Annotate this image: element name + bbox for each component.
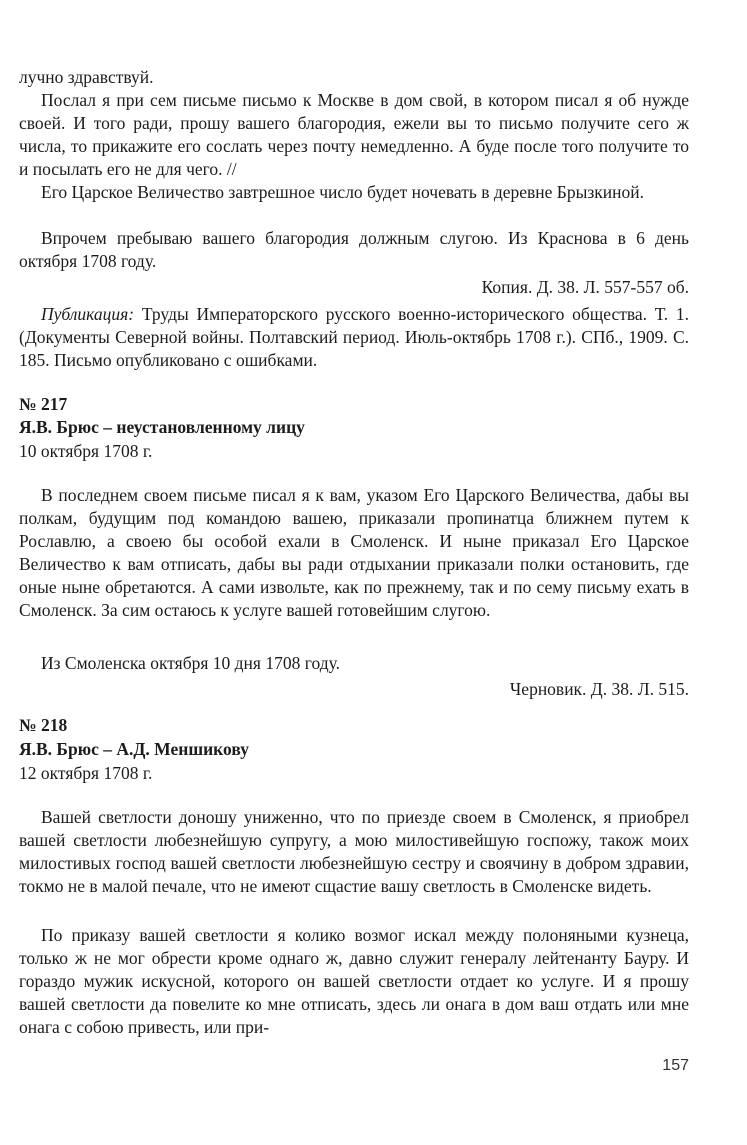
document-date: 10 октября 1708 г. xyxy=(19,441,153,461)
paragraph: Из Смоленска октября 10 дня 1708 году. xyxy=(41,653,340,673)
publication-label: Публикация: xyxy=(41,304,135,324)
paragraph: В последнем своем письме писал я к вам, указом Его Царского Величества, дабы вы полкам, будущим под командою вашею, приказали пропинатца ближнем путем к Рославлю, а своею бы особой ехали в Смоленск. И ныне приказал Его Царское Величество к вам отписать, дабы вы ради отдыхании приказали полки остановить, где оные ныне обретаются. А сами извольте, как по прежнему, так и по сему письму ехать в Смоленск. За сим остаюсь к услуге вашей готовейшим слугою. xyxy=(19,485,689,620)
archive-reference: Копия. Д. 38. Л. 557-557 об. xyxy=(481,277,689,297)
document-number: № 218 xyxy=(19,715,68,735)
document-heading: Я.В. Брюс – А.Д. Меншикову xyxy=(19,739,249,759)
paragraph: Послал я при сем письме письмо к Москве в дом свой, в котором писал я об нужде своей. И того ради, прошу вашего благородия, ежели вы то письмо получите сего ж числа, то прикажите его сослать через почту немедленно. А буде после того получите то и посылать его не для чего. // xyxy=(19,90,689,179)
document-number: № 217 xyxy=(19,394,68,414)
paragraph: Впрочем пребываю вашего благородия должным слугою. Из Краснова в 6 день октября 1708 году. xyxy=(19,228,689,271)
document-heading: Я.В. Брюс – неустановленному лицу xyxy=(19,417,305,437)
publication-text: Труды Императорского русского военно-исторического общества. Т. 1. (Документы Северной войны. Полтавский период. Июль-октябрь 1708 г.). СПб., 1909. С. 185. Письмо опубликовано с ошибками. xyxy=(19,304,690,370)
archive-reference: Черновик. Д. 38. Л. 515. xyxy=(509,679,689,699)
paragraph: Вашей светлости доношу униженно, что по приезде своем в Смоленск, я приобрел вашей светлости любезнейшую супругу, а мою милостивейшую госпожу, також моих милостивых господ вашей светлости любезнейшую сестру и своячину в добром здравии, токмо не в малой печале, что не имеют сщастие вашу светлость в Смоленске видеть. xyxy=(19,807,689,896)
publication-note xyxy=(19,303,689,372)
document-date: 12 октября 1708 г. xyxy=(19,763,153,783)
page-number: 157 xyxy=(662,1057,689,1074)
paragraph: Его Царское Величество завтрешное число будет ночевать в деревне Брызкиной. xyxy=(41,182,644,202)
continuation-text: лучно здравствуй. xyxy=(19,67,154,87)
paragraph: По приказу вашей светлости я колико возмог искал между полоняными кузнеца, только ж не мог обрести кроме однаго ж, давно служит генералу лейтенанту Бауру. И гораздо мужик искусной, которого он вашей светлости отдает ко услуге. И я прошу вашей светлости да повелите ко мне отписать, здесь ли онага в дом ваш отдать или мне онага с собою привесть, или при- xyxy=(19,925,689,1037)
